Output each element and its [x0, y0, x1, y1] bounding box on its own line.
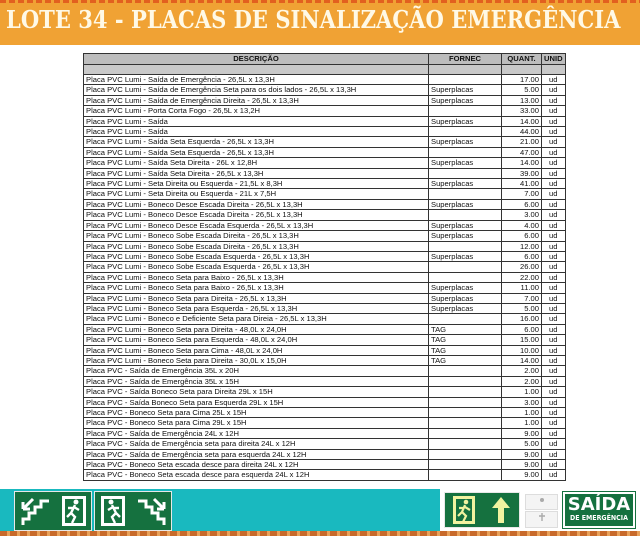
desc-cell: Placa PVC Lumi - Boneco Seta para Esquerda - 48,0L x 24,0H — [84, 335, 429, 345]
quant-cell: 2.00 — [502, 376, 542, 386]
desc-cell: Placa PVC Lumi - Boneco Desce Escada Direita - 26,5L x 13,3H — [84, 199, 429, 209]
fornec-cell — [429, 210, 502, 220]
running-man-exit-icon — [452, 495, 476, 525]
desc-cell: Placa PVC Lumi - Boneco Seta para Direita - 26,5L x 13,3H — [84, 293, 429, 303]
desc-cell: Placa PVC Lumi - Saída de Emergência Direita - 26,5L x 13,3H — [84, 95, 429, 105]
unid-cell: ud — [542, 147, 566, 157]
table-row — [84, 189, 566, 199]
fornec-cell — [429, 408, 502, 418]
exit-arrow-up-sign — [444, 492, 520, 528]
table-row — [84, 387, 566, 397]
desc-cell: Placa PVC Lumi - Boneco e Deficiente Seta para Direia - 26,5L x 13,3H — [84, 314, 429, 324]
unid-cell: ud — [542, 345, 566, 355]
table-row — [84, 418, 566, 428]
quant-cell: 39.00 — [502, 168, 542, 178]
table-row — [84, 75, 566, 85]
unid-cell: ud — [542, 116, 566, 126]
unid-cell: ud — [542, 387, 566, 397]
fornec-cell: Superplacas — [429, 231, 502, 241]
stairs-exit-right-sign — [94, 491, 172, 531]
unid-cell: ud — [542, 189, 566, 199]
fornec-cell — [429, 387, 502, 397]
fornec-cell: Superplacas — [429, 220, 502, 230]
desc-cell: Placa PVC Lumi - Boneco Seta para Direita - 48,0L x 24,0H — [84, 324, 429, 334]
desc-cell: Placa PVC Lumi - Saída Seta Esquerda - 26,5L x 13,3H — [84, 147, 429, 157]
fornec-cell — [429, 470, 502, 480]
quant-cell: 12.00 — [502, 241, 542, 251]
table-row — [84, 408, 566, 418]
desc-cell: Placa PVC Lumi - Saída — [84, 116, 429, 126]
quant-cell: 41.00 — [502, 179, 542, 189]
desc-cell: Placa PVC Lumi - Boneco Seta para Baixo - 26,5L x 13,3H — [84, 272, 429, 282]
fornec-cell — [429, 428, 502, 438]
items-table — [83, 53, 566, 481]
table-header-row — [84, 54, 566, 65]
quant-cell: 1.00 — [502, 387, 542, 397]
unid-cell: ud — [542, 127, 566, 137]
unid-cell: ud — [542, 355, 566, 365]
desc-cell: Placa PVC Lumi - Saída Seta Direita - 26,5L x 13,3H — [84, 168, 429, 178]
table-row — [84, 449, 566, 459]
table-row — [84, 158, 566, 168]
fornec-cell: TAG — [429, 355, 502, 365]
unid-cell: ud — [542, 231, 566, 241]
quant-cell: 14.00 — [502, 355, 542, 365]
sign-thumbnail-icon — [537, 512, 547, 522]
running-man-right-icon — [99, 494, 127, 528]
desc-cell: Placa PVC - Saída de Emergência seta para esquerda 24L x 12H — [84, 449, 429, 459]
unid-cell: ud — [542, 251, 566, 261]
stairs-down-right-icon — [134, 495, 168, 527]
table-row — [84, 460, 566, 470]
quant-cell: 9.00 — [502, 460, 542, 470]
quant-cell: 11.00 — [502, 283, 542, 293]
fornec-cell — [429, 397, 502, 407]
fornec-cell — [429, 449, 502, 459]
desc-cell: Placa PVC - Boneco Seta escada desce para direita 24L x 12H — [84, 460, 429, 470]
table-row — [84, 324, 566, 334]
quant-cell: 15.00 — [502, 335, 542, 345]
stairs-down-left-icon — [19, 495, 53, 527]
unid-cell: ud — [542, 220, 566, 230]
fornec-cell: Superplacas — [429, 303, 502, 313]
table-row — [84, 355, 566, 365]
quant-cell: 22.00 — [502, 272, 542, 282]
table-row — [84, 345, 566, 355]
unid-cell: ud — [542, 137, 566, 147]
desc-cell: Placa PVC Lumi - Boneco Seta para Cima - 48,0L x 24,0H — [84, 345, 429, 355]
table-row — [84, 116, 566, 126]
quant-cell: 5.00 — [502, 303, 542, 313]
running-man-left-icon — [60, 494, 88, 528]
quant-cell: 9.00 — [502, 470, 542, 480]
unid-cell: ud — [542, 366, 566, 376]
quant-cell: 6.00 — [502, 324, 542, 334]
table-row — [84, 179, 566, 189]
fornec-cell: Superplacas — [429, 283, 502, 293]
saida-sign-text: SAÍDA — [567, 494, 631, 515]
quant-cell: 14.00 — [502, 116, 542, 126]
table-row — [84, 168, 566, 178]
table-row — [84, 397, 566, 407]
unid-cell: ud — [542, 418, 566, 428]
table-row — [84, 147, 566, 157]
unid-cell: ud — [542, 460, 566, 470]
fornec-cell: TAG — [429, 345, 502, 355]
fornec-cell — [429, 418, 502, 428]
desc-cell: Placa PVC Lumi - Boneco Seta para Esquerda - 26,5L x 13,3H — [84, 303, 429, 313]
fornec-cell — [429, 75, 502, 85]
quant-cell: 9.00 — [502, 449, 542, 459]
unid-cell: ud — [542, 95, 566, 105]
desc-cell: Placa PVC Lumi - Saída de Emergência Seta para os dois lados - 26,5L x 13,3H — [84, 85, 429, 95]
table-row — [84, 366, 566, 376]
table-row — [84, 85, 566, 95]
quant-cell: 9.00 — [502, 428, 542, 438]
sign-thumbnail-icon — [537, 495, 547, 505]
page-title: LOTE 34 - PLACAS DE SINALIZAÇÃO EMERGÊNCIA — [6, 5, 621, 34]
unid-cell: ud — [542, 324, 566, 334]
desc-cell: Placa PVC Lumi - Saída Seta Esquerda - 26,5L x 13,3H — [84, 137, 429, 147]
fornec-cell: Superplacas — [429, 137, 502, 147]
small-sign-thumbnail-1 — [525, 494, 558, 510]
desc-cell: Placa PVC - Boneco Seta escada desce para esquerda 24L x 12H — [84, 470, 429, 480]
desc-cell: Placa PVC - Saída de Emergência 35L x 15H — [84, 376, 429, 386]
unid-cell: ud — [542, 241, 566, 251]
unid-cell: ud — [542, 168, 566, 178]
desc-cell: Placa PVC - Saída de Emergência 24L x 12H — [84, 428, 429, 438]
quant-cell: 7.00 — [502, 293, 542, 303]
fornec-cell: Superplacas — [429, 158, 502, 168]
fornec-cell — [429, 262, 502, 272]
fornec-cell — [429, 314, 502, 324]
table-row — [84, 210, 566, 220]
fornec-cell — [429, 439, 502, 449]
unid-cell: ud — [542, 449, 566, 459]
fornec-cell — [429, 168, 502, 178]
quant-cell: 6.00 — [502, 251, 542, 261]
unid-cell: ud — [542, 408, 566, 418]
unid-cell: ud — [542, 158, 566, 168]
fornec-cell — [429, 189, 502, 199]
quant-cell: 6.00 — [502, 231, 542, 241]
quant-cell: 3.00 — [502, 210, 542, 220]
desc-cell: Placa PVC Lumi - Boneco Sobe Escada Direita - 26,5L x 13,3H — [84, 241, 429, 251]
desc-cell: Placa PVC Lumi - Saída Seta Direita - 26L x 12,8H — [84, 158, 429, 168]
table-row — [84, 251, 566, 261]
desc-cell: Placa PVC Lumi - Boneco Sobe Escada Esquerda - 26,5L x 13,3H — [84, 262, 429, 272]
desc-cell: Placa PVC Lumi - Boneco Desce Escada Direita - 26,5L x 13,3H — [84, 210, 429, 220]
quant-cell: 5.00 — [502, 439, 542, 449]
fornec-cell — [429, 366, 502, 376]
quant-cell: 1.00 — [502, 418, 542, 428]
desc-cell: Placa PVC Lumi - Boneco Seta para Baixo - 26,5L x 13,3H — [84, 283, 429, 293]
table-row — [84, 376, 566, 386]
table-row — [84, 262, 566, 272]
quant-cell: 4.00 — [502, 220, 542, 230]
column-header-fornec: FORNEC — [429, 54, 502, 65]
saida-de-emergencia-sign — [563, 492, 635, 528]
quant-cell: 7.00 — [502, 189, 542, 199]
table-row — [84, 106, 566, 116]
stairs-exit-left-sign — [14, 491, 92, 531]
table-row — [84, 283, 566, 293]
column-header-quant: QUANT. — [502, 54, 542, 65]
fornec-cell — [429, 127, 502, 137]
quant-cell: 13.00 — [502, 95, 542, 105]
desc-cell: Placa PVC Lumi - Boneco Seta para Direita - 30,0L x 15,0H — [84, 355, 429, 365]
desc-cell: Placa PVC - Saída de Emergência 35L x 20H — [84, 366, 429, 376]
fornec-cell: Superplacas — [429, 179, 502, 189]
unid-cell: ud — [542, 106, 566, 116]
small-sign-thumbnail-2 — [525, 511, 558, 528]
quant-cell: 6.00 — [502, 199, 542, 209]
fornec-cell — [429, 460, 502, 470]
unid-cell: ud — [542, 293, 566, 303]
table-row — [84, 428, 566, 438]
fornec-cell: Superplacas — [429, 95, 502, 105]
table-row — [84, 314, 566, 324]
table-row — [84, 241, 566, 251]
unid-cell: ud — [542, 179, 566, 189]
desc-cell: Placa PVC Lumi - Boneco Sobe Escada Direita - 26,5L x 13,3H — [84, 231, 429, 241]
unid-cell: ud — [542, 428, 566, 438]
blank-row — [84, 65, 566, 75]
fornec-cell: Superplacas — [429, 116, 502, 126]
quant-cell: 44.00 — [502, 127, 542, 137]
fornec-cell — [429, 147, 502, 157]
quant-cell: 16.00 — [502, 314, 542, 324]
fornec-cell: Superplacas — [429, 199, 502, 209]
fornec-cell: Superplacas — [429, 85, 502, 95]
desc-cell: Placa PVC Lumi - Saída — [84, 127, 429, 137]
column-header-unid: UNID — [542, 54, 566, 65]
quant-cell: 1.00 — [502, 408, 542, 418]
table-row — [84, 335, 566, 345]
table-row — [84, 95, 566, 105]
table-row — [84, 199, 566, 209]
table-row — [84, 293, 566, 303]
quant-cell: 14.00 — [502, 158, 542, 168]
desc-cell: Placa PVC Lumi - Seta Direita ou Esquerda - 21,5L x 8,3H — [84, 179, 429, 189]
unid-cell: ud — [542, 210, 566, 220]
desc-cell: Placa PVC Lumi - Seta Direita ou Esquerda - 21L x 7,5H — [84, 189, 429, 199]
table-row — [84, 439, 566, 449]
quant-cell: 33.00 — [502, 106, 542, 116]
desc-cell: Placa PVC - Boneco Seta para Cima 29L x 15H — [84, 418, 429, 428]
fornec-cell — [429, 241, 502, 251]
table-row — [84, 303, 566, 313]
fornec-cell: Superplacas — [429, 251, 502, 261]
table-row — [84, 272, 566, 282]
desc-cell: Placa PVC Lumi - Boneco Desce Escada Esquerda - 26,5L x 13,3H — [84, 220, 429, 230]
quant-cell: 5.00 — [502, 85, 542, 95]
quant-cell: 17.00 — [502, 75, 542, 85]
unid-cell: ud — [542, 376, 566, 386]
saida-sign-subtext: DE EMERGÊNCIA — [569, 514, 629, 522]
fornec-cell — [429, 272, 502, 282]
arrow-up-icon — [490, 495, 512, 525]
table-row — [84, 220, 566, 230]
unid-cell: ud — [542, 272, 566, 282]
desc-cell: Placa PVC - Saída Boneco Seta para Esquerda 29L x 15H — [84, 397, 429, 407]
unid-cell: ud — [542, 262, 566, 272]
unid-cell: ud — [542, 85, 566, 95]
unid-cell: ud — [542, 303, 566, 313]
desc-cell: Placa PVC - Saída Boneco Seta para Direita 29L x 15H — [84, 387, 429, 397]
desc-cell: Placa PVC Lumi - Porta Corta Fogo - 26,5L x 13,2H — [84, 106, 429, 116]
unid-cell: ud — [542, 75, 566, 85]
desc-cell: Placa PVC Lumi - Saída de Emergência - 26,5L x 13,3H — [84, 75, 429, 85]
footer-dash-border — [0, 531, 640, 536]
fornec-cell: TAG — [429, 324, 502, 334]
table-row — [84, 470, 566, 480]
fornec-cell: TAG — [429, 335, 502, 345]
quant-cell: 3.00 — [502, 397, 542, 407]
desc-cell: Placa PVC - Boneco Seta para Cima 25L x 15H — [84, 408, 429, 418]
column-header-descricao: DESCRIÇÃO — [84, 54, 429, 65]
quant-cell: 21.00 — [502, 137, 542, 147]
unid-cell: ud — [542, 283, 566, 293]
quant-cell: 10.00 — [502, 345, 542, 355]
unid-cell: ud — [542, 199, 566, 209]
unid-cell: ud — [542, 397, 566, 407]
fornec-cell: Superplacas — [429, 293, 502, 303]
fornec-cell — [429, 376, 502, 386]
fornec-cell — [429, 106, 502, 116]
unid-cell: ud — [542, 470, 566, 480]
table-row — [84, 137, 566, 147]
quant-cell: 2.00 — [502, 366, 542, 376]
desc-cell: Placa PVC Lumi - Boneco Sobe Escada Esquerda - 26,5L x 13,3H — [84, 251, 429, 261]
unid-cell: ud — [542, 335, 566, 345]
quant-cell: 26.00 — [502, 262, 542, 272]
unid-cell: ud — [542, 439, 566, 449]
quant-cell: 47.00 — [502, 147, 542, 157]
unid-cell: ud — [542, 314, 566, 324]
title-banner — [0, 0, 640, 45]
table-row — [84, 231, 566, 241]
desc-cell: Placa PVC - Saída de Emergência seta para direita 24L x 12H — [84, 439, 429, 449]
table-row — [84, 127, 566, 137]
